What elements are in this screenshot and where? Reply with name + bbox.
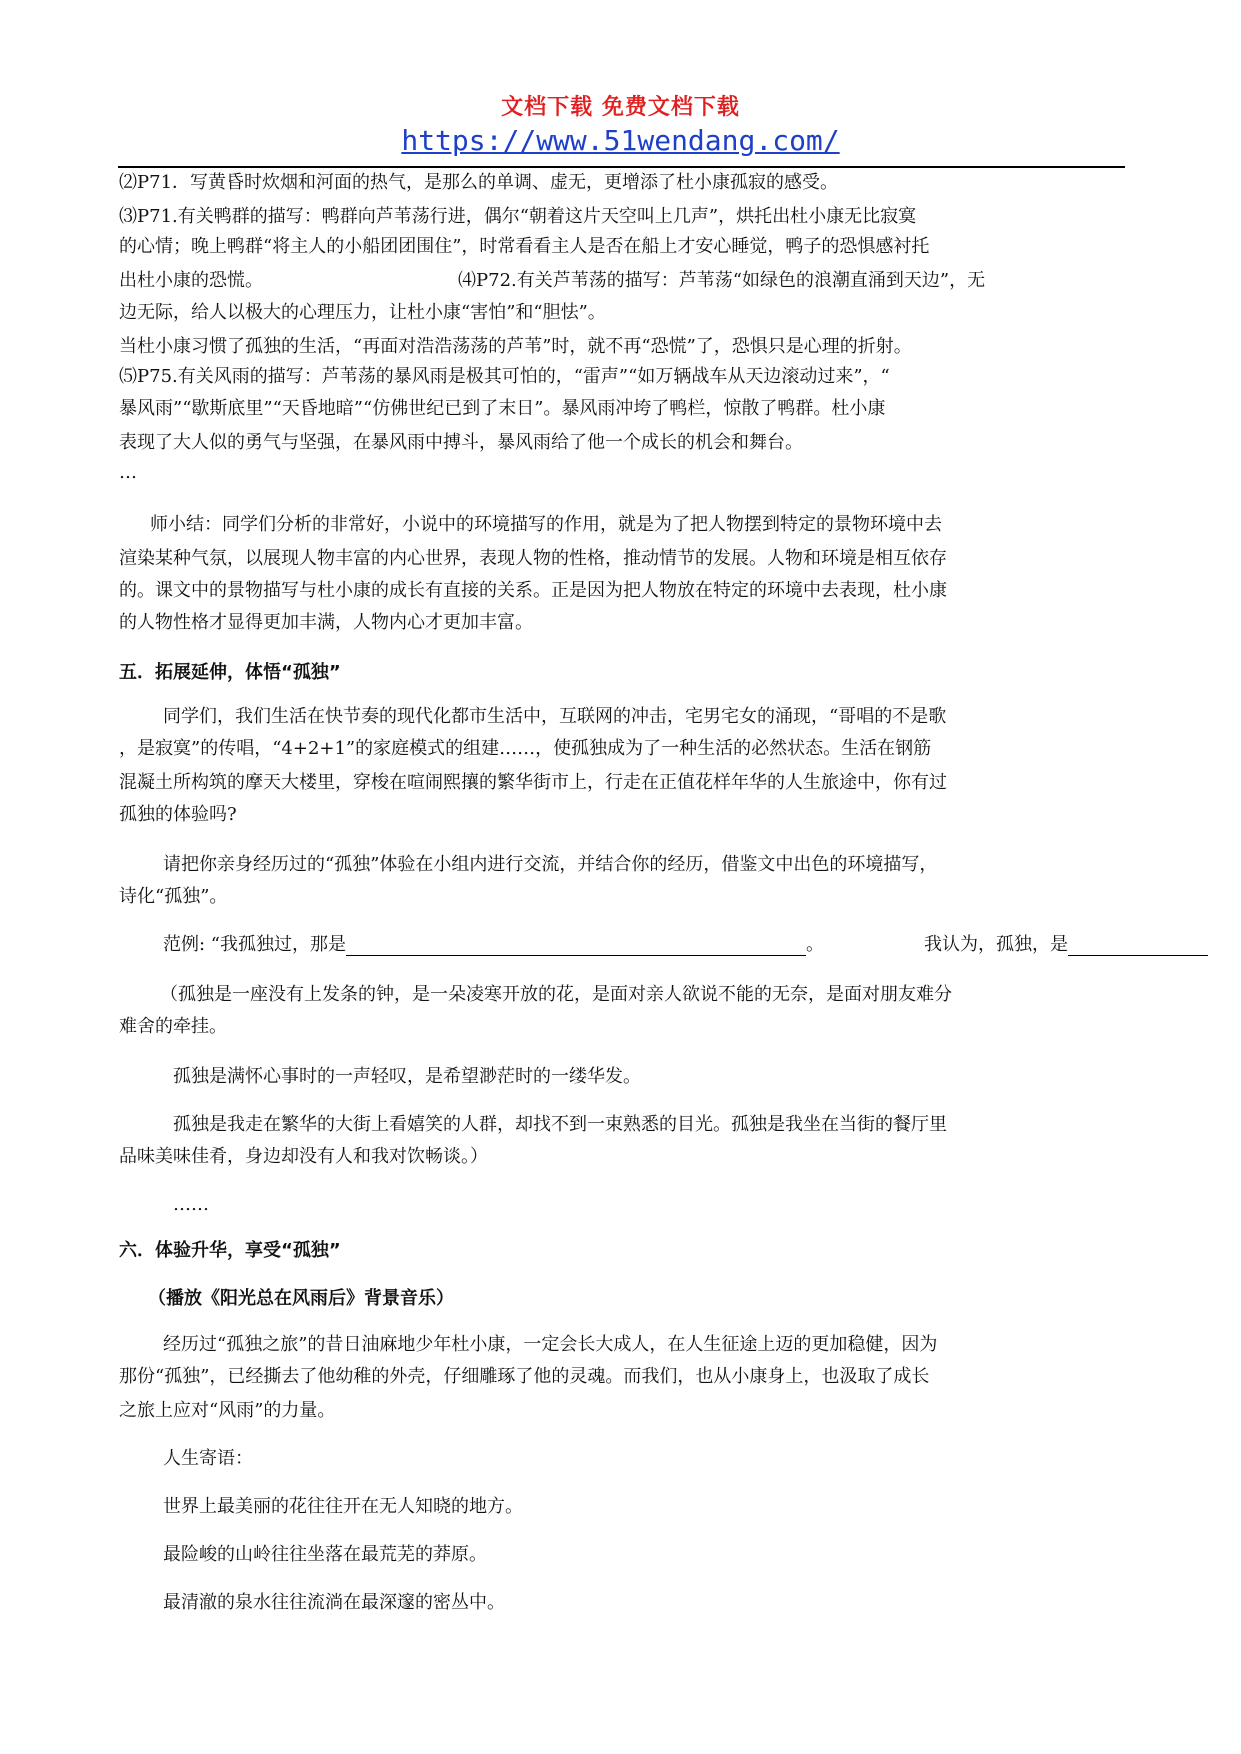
music-note: （播放《阳光总在风雨后》背景音乐）: [148, 1288, 454, 1309]
section-heading-5: 五．拓展延伸，体悟“孤独”: [119, 662, 341, 683]
paragraph-line: ⑶P71.有关鸭群的描写：鸭群向芦苇荡行进，偶尔“朝着这片天空叫上几声”，烘托出杜小康无比寂寞: [119, 206, 917, 227]
paragraph-line: 混凝土所构筑的摩天大楼里，穿梭在喧闹熙攘的繁华街市上，行走在正值花样年华的人生旅途中，你有过: [119, 772, 947, 793]
site-url-link[interactable]: https://www.51wendang.com/: [401, 124, 840, 157]
paragraph-line: 之旅上应对“风雨”的力量。: [119, 1400, 336, 1421]
paragraph-line: 表现了大人似的勇气与坚强，在暴风雨中搏斗，暴风雨给了他一个成长的机会和舞台。: [119, 432, 803, 453]
motto-line: 世界上最美丽的花往往开在无人知晓的地方。: [163, 1496, 523, 1517]
motto-line: 最清澈的泉水往往流淌在最深邃的密丛中。: [163, 1592, 505, 1613]
paragraph-line: 经历过“孤独之旅”的昔日油麻地少年杜小康，一定会长大成人，在人生征途上迈的更加稳健，因为: [163, 1334, 938, 1355]
paragraph-line: 渲染某种气氛，以展现人物丰富的内心世界，表现人物的性格，推动情节的发展。人物和环境是相互依存: [119, 548, 947, 569]
section-heading-6: 六．体验升华，享受“孤独”: [119, 1240, 341, 1261]
site-title: 文档下载 免费文档下载: [501, 95, 740, 120]
paragraph-line: ⑸P75.有关风雨的描写：芦苇荡的暴风雨是极其可怕的，“雷声”“如万辆战车从天边滚动过来”，“: [119, 366, 890, 387]
paragraph-line: 师小结：同学们分析的非常好，小说中的环境描写的作用，就是为了把人物摆到特定的景物环境中去: [150, 514, 942, 535]
paragraph-line: （孤独是一座没有上发条的钟，是一朵凌寒开放的花，是面对亲人欲说不能的无奈，是面对朋友难分: [160, 984, 952, 1005]
paragraph-line: 请把你亲身经历过的“孤独”体验在小组内进行交流，并结合你的经历，借鉴文中出色的环境描写，: [163, 854, 938, 875]
example-prompt: [163, 934, 824, 956]
paragraph-line: ，是寂寞”的传唱，“4+2+1”的家庭模式的组建……，使孤独成为了一种生活的必然状态。生活在钢筋: [119, 738, 932, 759]
paragraph-line: 难舍的牵挂。: [119, 1016, 227, 1037]
paragraph-line: 边无际，给人以极大的心理压力，让杜小康“害怕”和“胆怯”。: [119, 302, 606, 323]
example-prompt-2: [924, 934, 1208, 956]
paragraph-line: 出杜小康的恐慌。: [119, 270, 263, 291]
paragraph-line: 暴风雨”“歇斯底里”“天昏地暗”“仿佛世纪已到了末日”。暴风雨冲垮了鸭栏，惊散了鸭群。杜小康: [119, 398, 886, 419]
paragraph-line: 诗化“孤独”。: [119, 886, 228, 907]
example-period: 。: [806, 934, 824, 955]
example-label-2: 我认为，孤独，是: [924, 934, 1068, 955]
motto-title: 人生寄语：: [163, 1448, 253, 1469]
paragraph-line: 那份“孤独”，已经撕去了他幼稚的外壳，仔细雕琢了他的灵魂。而我们，也从小康身上，也汲取了成长: [119, 1366, 930, 1387]
paragraph-line: ⑷P72.有关芦苇荡的描写：芦苇荡“如绿色的浪潮直涌到天边”，无: [458, 270, 986, 291]
ellipsis: ……: [173, 1194, 209, 1215]
ellipsis: …: [119, 462, 137, 483]
paragraph-line: 同学们，我们生活在快节奏的现代化都市生活中，互联网的冲击，宅男宅女的涌现，“哥唱的不是歌: [163, 706, 947, 727]
paragraph-line: 的人物性格才显得更加丰满，人物内心才更加丰富。: [119, 612, 533, 633]
paragraph-line: 的心情；晚上鸭群“将主人的小船团团围住”，时常看看主人是否在船上才安心睡觉，鸭子的恐惧感衬托: [119, 236, 930, 257]
paragraph-line: 的。课文中的景物描写与杜小康的成长有直接的关系。正是因为把人物放在特定的环境中去表现，杜小康: [119, 580, 947, 601]
motto-line: 最险峻的山岭往往坐落在最荒芜的莽原。: [163, 1544, 487, 1565]
paragraph-line: ⑵P71．写黄昏时炊烟和河面的热气，是那么的单调、虚无，更增添了杜小康孤寂的感受。: [119, 172, 839, 193]
example-label: 范例: “我孤独过，那是: [163, 934, 346, 955]
paragraph-line: 孤独是满怀心事时的一声轻叹，是希望渺茫时的一缕华发。: [173, 1066, 641, 1087]
paragraph-line: 孤独是我走在繁华的大街上看嬉笑的人群，却找不到一束熟悉的目光。孤独是我坐在当街的餐厅里: [173, 1114, 947, 1135]
header-divider: [118, 166, 1125, 168]
fill-blank-1[interactable]: [346, 937, 806, 956]
paragraph-line: 孤独的体验吗?: [119, 804, 237, 825]
fill-blank-2[interactable]: [1068, 937, 1208, 956]
paragraph-line: 当杜小康习惯了孤独的生活，“再面对浩浩荡荡的芦苇”时，就不再“恐慌”了，恐惧只是心理的折射。: [119, 336, 912, 357]
paragraph-line: 品味美味佳肴，身边却没有人和我对饮畅谈。）: [119, 1146, 488, 1167]
